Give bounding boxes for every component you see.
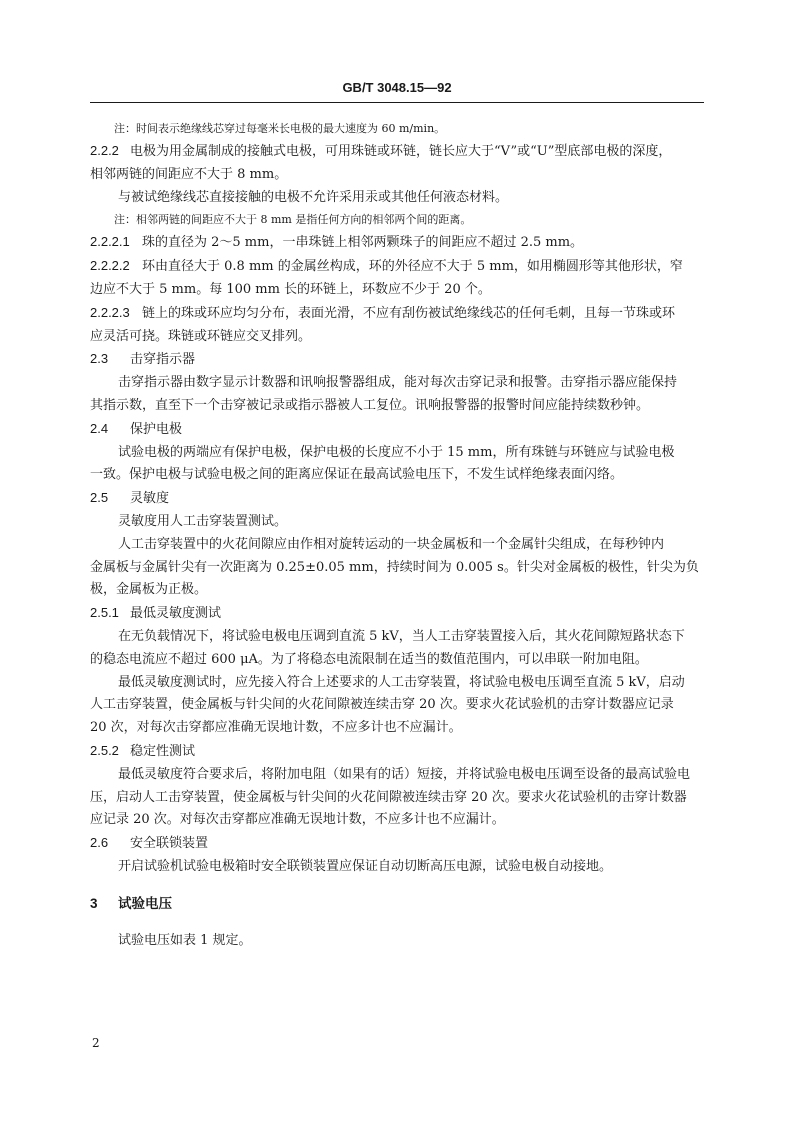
paragraph-line: 最低灵敏度符合要求后，将附加电阻（如果有的话）短接，并将试验电极电压调至设备的最高试验电 (118, 766, 691, 782)
clause-number: 2.2.2.2 (90, 258, 130, 274)
clause-title: 击穿指示器 (130, 352, 196, 368)
clause-number: 2.2.2 (90, 143, 119, 158)
clause-2-5 (90, 487, 704, 511)
clause-2-5-1 (90, 602, 704, 626)
clause-title: 最低灵敏度测试 (130, 606, 222, 622)
clause-number: 2.5 (90, 490, 109, 506)
paragraph-line: 应记录 20 次。对每次击穿都应准确无误地计数，不应多计也不应漏计。 (90, 812, 505, 828)
clause-number: 2.5.1 (90, 605, 119, 621)
paragraph-line: 边应不大于 5 mm。每 100 mm 长的环链上，环数应不少于 20 个。 (90, 281, 491, 297)
clause-title: 安全联锁装置 (130, 836, 209, 852)
clause-title: 灵敏度 (130, 491, 170, 507)
clause-text: 环由直径大于 0.8 mm 的金属丝构成，环的外径应不大于 5 mm，如用椭圆形等其他形状，窄 (142, 259, 683, 275)
header-rule (90, 102, 704, 103)
document-body (90, 118, 704, 952)
clause-2-5-2 (90, 740, 704, 764)
paragraph-line: 试验电极的两端应有保护电极，保护电极的长度应不小于 15 mm，所有珠链与环链应与试验电极 (118, 444, 675, 460)
paragraph-line: 金属板与金属针尖有一次距离为 0.25±0.05 mm，持续时间为 0.005 s。针尖对金属板的极性，针尖为负 (90, 559, 699, 575)
clause-2-4 (90, 418, 704, 442)
clause-number: 2.2.2.1 (90, 234, 130, 250)
paragraph-line: 最低灵敏度测试时，应先接入符合上述要求的人工击穿装置，将试验电极电压调至直流 5 kV，启动 (118, 674, 685, 690)
clause-title: 保护电极 (130, 421, 183, 437)
clause-title: 稳定性测试 (130, 743, 196, 759)
clause-number: 2.5.2 (90, 742, 119, 758)
clause-number: 2.3 (90, 351, 109, 367)
paragraph-line: 一致。保护电极与试验电极之间的距离应保证在最高试验电压下，不发生试样绝缘表面闪络。 (90, 467, 624, 483)
paragraph-line: 其指示数，直至下一个击穿被记录或指示器被人工复位。讯响报警器的报警时间应能持续数秒钟。 (90, 397, 650, 413)
paragraph-line: 的稳态电流应不超过 600 μA。为了将稳态电流限制在适当的数值范围内，可以串联一附加电阻。 (90, 651, 648, 667)
paragraph-line: 极，金属板为正极。 (90, 582, 208, 598)
page-header: GB/T 3048.15—92 (342, 80, 452, 95)
clause-2-2-2-1 (90, 231, 704, 255)
paragraph-line: 试验电压如表 1 规定。 (118, 932, 252, 948)
section-number: 3 (90, 895, 98, 911)
paragraph-line: 人工击穿装置中的火花间隙应由作相对旋转运动的一块金属板和一个金属针尖组成，在每秒钟内 (118, 536, 665, 552)
clause-number: 2.4 (90, 420, 109, 436)
paragraph-line: 人工击穿装置，使金属板与针尖间的火花间隙被连续击穿 20 次。要求火花试验机的击穿计数器应记录 (90, 697, 674, 713)
clause-text: 电极为用金属制成的接触式电极，可用珠链或环链，链长应大于“V”或“U”型底部电极的深度， (130, 144, 672, 159)
clause-2-2-2-2 (90, 255, 704, 279)
page-number: 2 (92, 1036, 100, 1050)
note-spacing: 注：相邻两链的间距应不大于 8 mm 是指任何方向的相邻两个间的距离。 (114, 213, 472, 227)
paragraph-line: 在无负载情况下，将试验电极电压调到直流 5 kV，当人工击穿装置接入后，其火花间隙短路状态下 (118, 628, 685, 644)
note-time: 注：时间表示绝缘线芯穿过每毫米长电极的最大速度为 60 m/min。 (114, 122, 446, 135)
clause-2-6 (90, 832, 704, 856)
clause-2-2-2-3 (90, 302, 704, 326)
section-title: 试验电压 (118, 895, 172, 911)
clause-text: 珠的直径为 2～5 mm，一串珠链上相邻两颗珠子的间距应不超过 2.5 mm。 (142, 235, 584, 251)
paragraph-line: 压，启动人工击穿装置，使金属板与针尖间的火花间隙被连续击穿 20 次。要求火花试验机的击穿计数器 (90, 789, 687, 805)
section-3-heading (90, 893, 704, 916)
paragraph-line: 开启试验机试验电极箱时安全联锁装置应保证自动切断高压电源，试验电极自动接地。 (118, 858, 613, 874)
paragraph-line: 击穿指示器由数字显示计数器和讯响报警器组成，能对每次击穿记录和报警。击穿指示器应能保持 (118, 375, 678, 391)
clause-number: 2.2.2.3 (90, 304, 130, 320)
clause-number: 2.6 (90, 835, 109, 851)
section-gap (90, 879, 704, 893)
paragraph-line: 20 次，对每次击穿都应准确无误地计数，不应多计也不应漏计。 (90, 720, 462, 736)
section-gap (90, 916, 704, 930)
paragraph-line: 应灵活可挠。珠链或环链应交叉排列。 (90, 328, 312, 344)
clause-text: 链上的珠或环应均匀分布，表面光滑，不应有刮伤被试绝缘线芯的任何毛刺，且每一节珠或环 (142, 305, 676, 321)
paragraph-line: 相邻两链的间距应不大于 8 mm。 (90, 166, 288, 182)
clause-2-3 (90, 348, 704, 372)
paragraph-line: 与被试绝缘线芯直接接触的电极不允许采用汞或其他任何液态材料。 (118, 189, 509, 205)
paragraph-line: 灵敏度用人工击穿装置测试。 (118, 513, 288, 529)
clause-2-2-2 (90, 140, 704, 164)
